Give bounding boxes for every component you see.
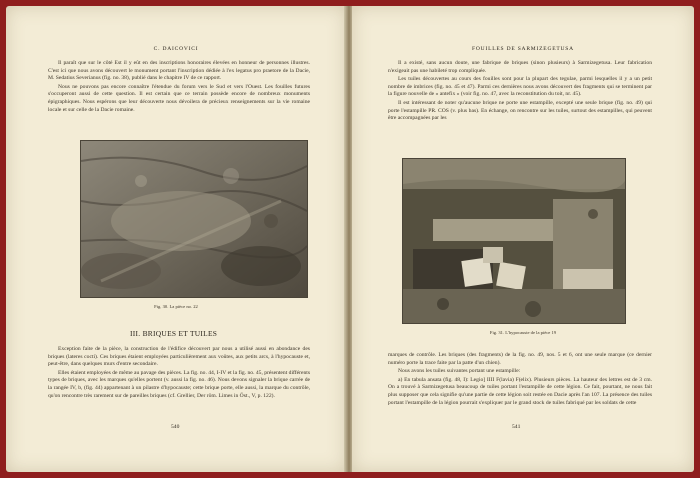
stone-wall-image — [81, 141, 307, 297]
paragraph: Exception faite de la pièce, la construction de l'édifice découvert par nous a utilisé aussi en abondance des briques (lateres cocti). Ces briques étaient employées particulièrement aux voûtes, aux petits arcs, à l'hypocauste et, peut-être, dans quelques murs d'entre secondaire. — [48, 346, 310, 368]
paragraph: a) En tabula ansata (fig. 48, I): Legio] IIII F(lavia) F(elix). Plusieurs pièces. La hauteur des lettres est de 3 cm. On a trouvé à Sarmizegetusa beaucoup de tuiles portant l'estampille de cette légion. Ce fait, pourtant, ne nous fait plus supposer que cela signifie qu'une partie de cette légion soit restée en Dacie après l'an 107. La présence des tuiles portant l'estampille de la légion pourrait s'expliquer par le grand stock de tuiles fabriqué par les soldats de cette — [388, 376, 652, 406]
left-page-number: 540 — [171, 424, 180, 430]
left-section-text — [48, 346, 310, 401]
figure-30-caption: Fig. 30. La pièce no. 22 — [154, 304, 198, 309]
paragraph: Il paraît que sur le côté Est il y eût en des inscriptions honoraires élevées en honneur de personnes illustres. C'est ici que nous avons découvert le monument portant l'inscription dédiée à l'ex legatus pro praetore de la Dacie, M. Sedatius Severianus (fig. no. 38), publié dans le chapitre IV de ce rapport. — [48, 60, 310, 82]
section-title: III. BRIQUES ET TUILES — [130, 329, 218, 338]
paragraph: Les tuiles découvertes au cours des fouilles sont pour la plupart des tegulae, parmi lesquelles il y a un petit nombre de imbrices (fig. no. 45 et 47). Parmi ces dernières nous avons découvert des fragments qui se terminent par la figure nouvelle de « antefix » (voir fig. no. 47, avec la reconstitution du toit, nr. 45). — [388, 76, 652, 98]
paragraph: Nous avons les tuiles suivantes portant une estampille: — [398, 368, 521, 375]
right-page-number: 541 — [512, 424, 521, 430]
paragraph: Elles étaient employées de même au pavage des pièces. La fig. no. 44, I-IV et la fig. no. 45, présentent différents types de briques, avec les marques qu'elles portent (v. aussi la fig. no. 46). Nous devons signaler la brique carrée de la rangée IV, b, (fig. 44) appartenant à un pilastre d'hypocauste; cette brique porte, elle aussi, la marque du contrôle, qu'on rencontre très rarement sur de pareilles briques (cf. Grellier, Der röm. Limes in Öst., V, p. 122). — [48, 369, 310, 399]
hypocaust-image — [403, 159, 625, 323]
figure-31-photo — [402, 158, 626, 324]
paragraph: marques de contrôle. Les briques (des fragments) de la fig. no. 49, nos. 5 et 6, ont une seule marque (ce dernier numéro porte la trace faite par la patte d'un chien). — [388, 352, 652, 366]
right-intro-text — [388, 60, 652, 124]
paragraph: Il a existé, sans aucun doute, une fabrique de briques (sinon plusieurs) à Sarmizegetusa. Leur fabrication n'exigeait pas une habileté trop compliquée. — [388, 60, 652, 74]
paragraph: Il est intéressant de noter qu'aucune brique ne porte une estampille, excepté une seule brique (fig. no. 49) qui porte l'estampille PR. COS (v. plus bas). En échange, on rencontre sur les tuiles, surtout des estampilles, qui peuvent être accompagnées par les — [388, 99, 652, 122]
figure-31-caption: Fig. 31. L'hypocauste de la pièce 19 — [489, 330, 557, 335]
right-page — [352, 6, 694, 472]
right-running-header: FOUILLES DE SARMIZEGETUSA — [472, 46, 574, 52]
paragraph: Nous ne pouvons pas encore connaître l'étendue du forum vers le Sud et vers l'Ouest. Les fouilles futures s'occuperont aussi de cette question. Il est certain que ce terrain possède encore de nombreux monuments épigraphiques. Nous espérons que leur découverte nous dévoilera de précieux renseignements sur la vie romaine locale et sur celle de la Dacie romaine. — [48, 83, 310, 113]
right-bottom-text — [388, 352, 652, 408]
figure-30-photo — [80, 140, 308, 298]
left-running-header: C. DAICOVICI — [153, 46, 199, 52]
left-intro-text — [48, 60, 310, 115]
left-page — [6, 6, 346, 472]
